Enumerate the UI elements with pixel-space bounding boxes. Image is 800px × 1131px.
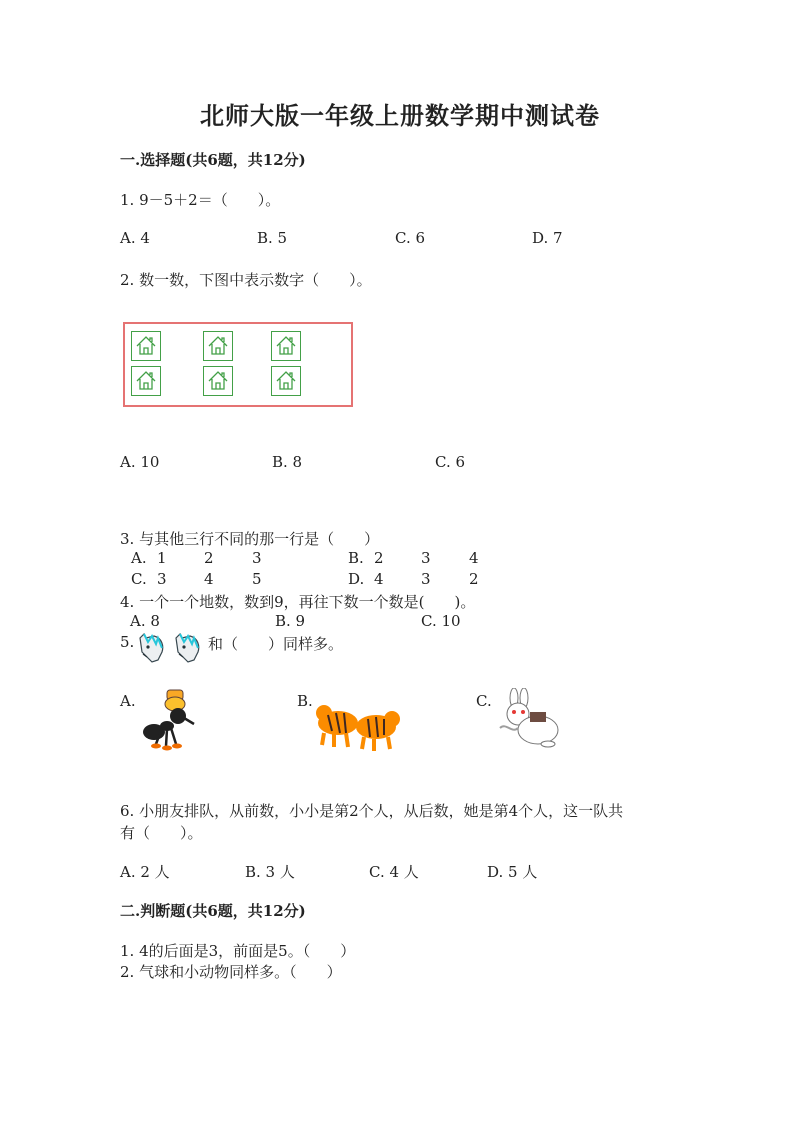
q3-option-a-num: 3	[252, 549, 262, 567]
q1-option-a: A. 4	[120, 229, 150, 247]
house-count-figure	[123, 322, 353, 407]
q2-option-c: C. 6	[435, 453, 466, 471]
question-4-stem: 4. 一个一个地数，数到9，再往下数一个数是( )。	[120, 593, 476, 611]
q3-option-a-letter: A.	[131, 549, 147, 567]
q6-option-b: B. 3 人	[245, 863, 295, 881]
question-5-number: 5.	[120, 633, 135, 651]
q3-option-d-letter: D.	[348, 570, 365, 588]
question-5-stem: 和（ ）同样多。	[208, 635, 344, 653]
ant-icon	[140, 688, 202, 758]
judgement-item-2: 2. 气球和小动物同样多。（ ）	[120, 963, 342, 981]
q1-option-b: B. 5	[257, 229, 288, 247]
house-icon	[131, 366, 161, 396]
q5-option-c-label: C.	[476, 692, 492, 710]
q4-option-a: A. 8	[130, 612, 160, 630]
q6-option-c: C. 4 人	[369, 863, 419, 881]
q6-option-d: D. 5 人	[487, 863, 538, 881]
section-heading-choice: 一.选择题(共6题，共12分)	[120, 151, 306, 169]
house-icon	[203, 331, 233, 361]
q3-option-c-num: 5	[252, 570, 262, 588]
judgement-item-1: 1. 4的后面是3，前面是5。（ ）	[120, 942, 356, 960]
question-6-stem-line2: 有（ ）。	[120, 824, 203, 842]
horse-icon	[170, 630, 206, 670]
q1-option-d: D. 7	[532, 229, 563, 247]
q3-option-c-letter: C.	[131, 570, 147, 588]
q3-option-a-num: 2	[204, 549, 214, 567]
horse-icon	[134, 630, 170, 670]
q4-option-b: B. 9	[275, 612, 306, 630]
q2-option-a: A. 10	[120, 453, 160, 471]
q3-option-a-num: 1	[157, 549, 167, 567]
q3-option-b-num: 3	[421, 549, 431, 567]
q3-option-d-num: 4	[374, 570, 384, 588]
q1-option-c: C. 6	[395, 229, 426, 247]
q3-option-b-letter: B.	[348, 549, 364, 567]
q3-option-b-num: 4	[469, 549, 479, 567]
q3-option-b-num: 2	[374, 549, 384, 567]
q5-option-a-label: A.	[120, 692, 136, 710]
question-3-stem: 3. 与其他三行不同的那一行是（ ）	[120, 530, 380, 548]
q5-option-b-label: B.	[297, 692, 313, 710]
q3-option-c-num: 4	[204, 570, 214, 588]
house-icon	[271, 366, 301, 396]
page-title: 北师大版一年级上册数学期中测试卷	[200, 101, 600, 130]
q2-option-b: B. 8	[272, 453, 303, 471]
q3-option-d-num: 3	[421, 570, 431, 588]
rabbit-icon	[496, 688, 562, 754]
q6-option-a: A. 2 人	[120, 863, 170, 881]
house-icon	[203, 366, 233, 396]
tiger-icon	[314, 693, 404, 757]
q3-option-d-num: 2	[469, 570, 479, 588]
q3-option-c-num: 3	[157, 570, 167, 588]
house-icon	[271, 331, 301, 361]
question-1-stem: 1. 9－5＋2＝（ ）。	[120, 191, 281, 209]
question-2-stem: 2. 数一数，下图中表示数字（ ）。	[120, 271, 372, 289]
section-heading-judgement: 二.判断题(共6题，共12分)	[120, 902, 306, 920]
q4-option-c: C. 10	[421, 612, 461, 630]
house-icon	[131, 331, 161, 361]
question-6-stem-line1: 6. 小朋友排队，从前数，小小是第2个人，从后数，她是第4个人，这一队共	[120, 802, 624, 820]
